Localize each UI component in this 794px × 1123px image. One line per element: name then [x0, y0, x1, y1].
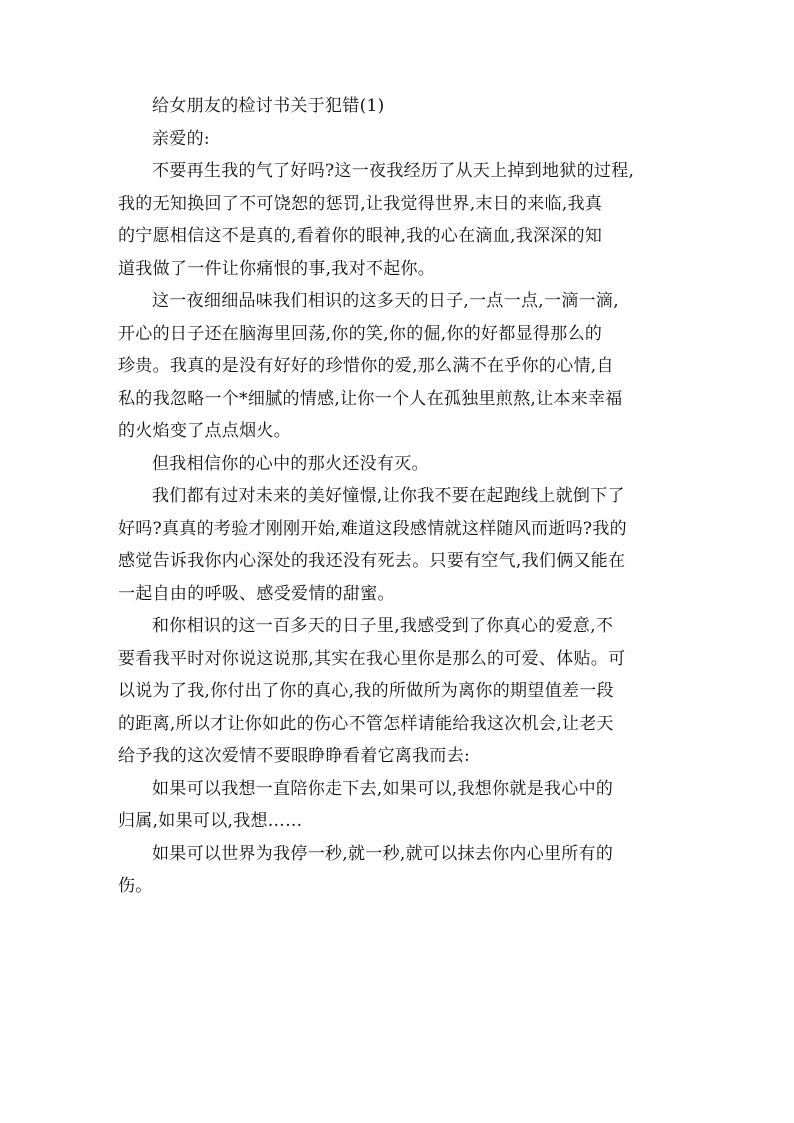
- paragraph-line: 但我相信你的心中的那火还没有灭。: [152, 453, 429, 474]
- paragraph-1: [118, 155, 678, 285]
- paragraph-line: 要看我平时对你说这说那,其实在我心里你是那么的可爱、体贴。可: [118, 648, 626, 669]
- paragraph-4: [118, 480, 678, 610]
- paragraph-line: 开心的日子还在脑海里回荡,你的笑,你的倔,你的好都显得那么的: [118, 323, 603, 344]
- paragraph-line: 我们都有过对未来的美好憧憬,让你我不要在起跑线上就倒下了: [152, 486, 625, 506]
- paragraph-line: 的火焰变了点点烟火。: [118, 421, 291, 441]
- paragraph-line: 伤。: [118, 876, 153, 896]
- paragraph-line: 的宁愿相信这不是真的,看着你的眼神,我的心在滴血,我深深的知: [118, 226, 603, 246]
- paragraph-6: [118, 773, 678, 838]
- paragraph-line: 一起自由的呼吸、感受爱情的甜蜜。: [118, 583, 395, 604]
- salutation: 亲爱的:: [152, 128, 210, 149]
- paragraph-line: 私的我忽略一个*细腻的情感,让你一个人在孤独里煎熬,让本来幸福: [118, 388, 623, 409]
- paragraph-5: [118, 610, 678, 773]
- paragraph-line: 不要再生我的气了好吗?这一夜我经历了从天上掉到地狱的过程,: [152, 161, 635, 181]
- paragraph-line: 我的无知换回了不可饶恕的惩罚,让我觉得世界,末日的来临,我真: [118, 193, 603, 214]
- paragraph-line: 好吗?真真的考验才刚刚开始,难道这段感情就这样随风而逝吗?我的: [118, 518, 627, 539]
- paragraph-7: [118, 838, 678, 903]
- paragraph-line: 的距离,所以才让你如此的伤心不管怎样请能给我这次机会,让老天: [118, 713, 614, 734]
- paragraph-line: 道我做了一件让你痛恨的事,我对不起你。: [118, 258, 436, 279]
- paragraph-line: 和你相识的这一百多天的日子里,我感受到了你真心的爱意,不: [152, 616, 614, 636]
- paragraph-line: 如果可以我想一直陪你走下去,如果可以,我想你就是我心中的: [152, 778, 614, 799]
- paragraph-line: 如果可以世界为我停一秒,就一秒,就可以抹去你内心里所有的: [152, 843, 614, 864]
- document-title: 给女朋友的检讨书关于犯错(1): [152, 96, 385, 116]
- paragraph-line: 归属,如果可以,我想……: [118, 811, 303, 831]
- paragraph-line: 珍贵。我真的是没有好好的珍惜你的爱,那么满不在乎你的心情,自: [118, 356, 614, 376]
- document-body: [118, 90, 678, 903]
- paragraph-2: [118, 285, 678, 448]
- paragraph-3: [118, 448, 678, 481]
- paragraph-line: 以说为了我,你付出了你的真心,我的所做所为离你的期望值差一段: [118, 681, 614, 701]
- paragraph-line: 给予我的这次爱情不要眼睁睁看着它离我而去:: [118, 746, 471, 766]
- paragraph-line: 这一夜细细品味我们相识的这多天的日子,一点一点,一滴一滴,: [152, 291, 619, 311]
- paragraph-line: 感觉告诉我你内心深处的我还没有死去。只要有空气,我们俩又能在: [118, 551, 626, 571]
